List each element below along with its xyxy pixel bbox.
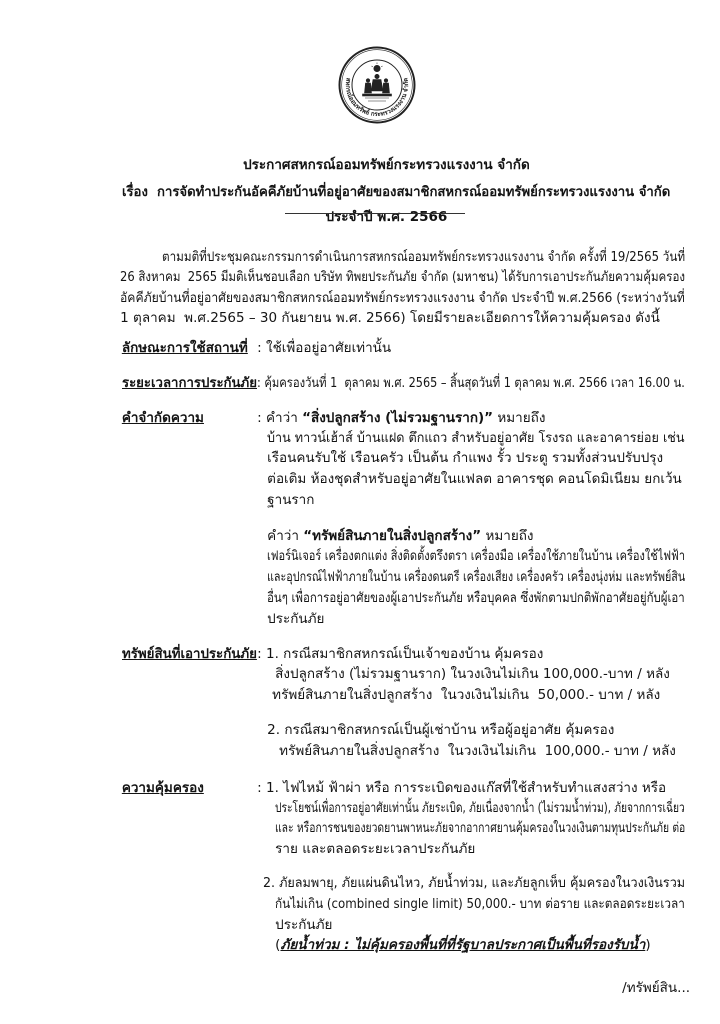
insured-item-line-text: ทรัพย์สินภายในสิ่งปลูกสร้าง ในวงเงินไม่เกิน 100,000.- บาท / หลัง <box>279 743 676 759</box>
announcement-year-text: ประจำปี พ.ศ. 2566 <box>325 209 448 225</box>
field-label-definitions-text: คำจำกัดความ <box>121 410 204 426</box>
definition-prefix: คำว่า <box>267 528 304 544</box>
definition-line <box>250 408 685 446</box>
definition-heading <box>240 388 668 426</box>
coverage-item-line-text: ราย และตลอดระยะเวลาประกันภัย <box>275 841 476 857</box>
insured-item-heading <box>250 700 668 738</box>
insured-item-heading-text: : 1. กรณีสมาชิกสหกรณ์เป็นเจ้าของบ้าน คุ้มครอง <box>257 646 544 662</box>
intro-line <box>145 227 686 265</box>
field-value-usage <box>240 318 668 356</box>
flood-exclusion-note <box>258 915 668 953</box>
definition-line-text: และอุปกรณ์ไฟฟ้าภายในบ้าน เครื่องดนตรี เครื่องเสียง เครื่องครัว เครื่องนุ่งห่ม และทรัพย์สิน <box>267 569 686 585</box>
field-label-insured-property <box>103 624 257 662</box>
note-close-paren: ) <box>645 937 651 953</box>
coverage-item-line-text: กันไม่เกิน (combined single limit) 50,000.- บาท ต่อราย และตลอดระยะเวลา <box>275 896 686 912</box>
coverage-item-line-text: ประโยชน์เพื่อการอยู่อาศัยเท่านั้น ภัยระเบิด, ภัยเนื่องจากน้ำ (ไม่รวมน้ำท่วม), ภัยจากการเฉี่ยว <box>275 800 685 816</box>
field-label-period <box>103 353 257 391</box>
continued-marker <box>605 958 695 996</box>
coverage-item-line <box>258 798 686 836</box>
definition-line <box>250 428 668 466</box>
field-label-usage <box>103 318 248 356</box>
coverage-item-line <box>258 895 668 933</box>
announcement-subject <box>103 162 671 200</box>
coverage-item-line-text: และ หรือการชนของยวดยานพาหนะภัยจากอากาศยานคุ้มครองในวงเงินตามทุนประกันภัย ต่อ <box>275 820 686 836</box>
definition-line <box>250 589 668 627</box>
intro-line-text: อัคคีภัยบ้านที่อยู่อาศัยของสมาชิกสหกรณ์ออมทรัพย์กระทรวงแรงงาน จำกัด ประจำปี พ.ศ.2566 (ระหว่างวันที่ <box>120 290 685 306</box>
definition-line-text: เฟอร์นิเจอร์ เครื่องตกแต่ง สิ่งติดตั้งตรึงตรา เครื่องมือ เครื่องใช้ภายในบ้าน เครื่องใช้ไฟฟ้า <box>267 548 686 564</box>
coverage-item-heading-text: 2. ภัยลมพายุ, ภัยแผ่นดินไหว, ภัยน้ำท่วม, และภัยลูกเห็บ คุ้มครองในวงเงินรวม <box>263 875 686 891</box>
insured-item-line <box>262 721 676 759</box>
insured-item-heading-text: 2. กรณีสมาชิกสหกรณ์เป็นผู้เช่าบ้าน หรือผู้อยู่อาศัย คุ้มครอง <box>267 722 615 738</box>
insured-item-line <box>258 644 670 682</box>
definition-line-text: อื่นๆ เพื่อการอยู่อาศัยของผู้เอาประกันภัย หรือบุคคล ซึ่งพักตามปกติพักอาศัยอยู่กับผู้เอา <box>267 590 685 606</box>
field-value-usage-text: : ใช้เพื่ออยู่อาศัยเท่านั้น <box>257 340 392 356</box>
intro-line-text: ตามมติที่ประชุมคณะกรรมการดำเนินการสหกรณ์ออมทรัพย์กระทรวงแรงงาน จำกัด ครั้งที่ 19/2565 วันที่ <box>162 249 686 265</box>
insured-item-heading <box>240 624 668 662</box>
seal-emblem-icon <box>363 63 392 102</box>
field-label-usage-text: ลักษณะการใช้สถานที่ <box>121 340 248 356</box>
coverage-item-heading <box>246 853 686 891</box>
coverage-item-line <box>258 819 668 857</box>
definition-term: “ทรัพย์สินภายในสิ่งปลูกสร้าง” <box>303 528 482 544</box>
definition-line <box>250 449 682 487</box>
announcement-subject-text: เรื่อง การจัดทำประกันอัคคีภัยบ้านที่อยู่อาศัยของสมาชิกสหกรณ์ออมทรัพย์กระทรวงแรงงาน จำกัด <box>121 184 671 200</box>
cooperative-seal <box>337 45 417 125</box>
field-value-period-text: : คุ้มครองวันที่ 1 ตุลาคม พ.ศ. 2565 – สิ้นสุดวันที่ 1 ตุลาคม พ.ศ. 2566 เวลา 16.00 น. <box>257 375 685 391</box>
coverage-item-heading-text: : 1. ไฟไหม้ ฟ้าผ่า หรือ การระเบิดของแก๊สที่ใช้สำหรับทำแสงสว่าง หรือ <box>257 780 667 796</box>
field-label-insured-property-text: ทรัพย์สินที่เอาประกันภัย <box>121 646 257 662</box>
definition-term: “สิ่งปลูกสร้าง (ไม่รวมฐานราก)” <box>302 410 494 426</box>
announcement-year <box>103 187 651 225</box>
definition-line-text: ต่อเติม ห้องชุดสำหรับอยู่อาศัยในแฟลต อาคารชุด คอนโดมิเนียม ยกเว้น <box>267 471 682 487</box>
coverage-item-heading <box>240 758 668 796</box>
field-label-definitions <box>103 388 238 426</box>
coverage-item-line-text: ประกันภัย <box>275 917 333 933</box>
continued-marker-text: /ทรัพย์สิน... <box>622 980 691 996</box>
definition-suffix: หมายถึง <box>493 410 546 426</box>
note-open-paren: ( <box>275 937 281 953</box>
definition-line-text: บ้าน ทาวน์เฮ้าส์ บ้านแฝด ตึกแถว สำหรับอยู่อาศัย โรงรถ และอาคารย่อย เช่น <box>267 430 685 446</box>
intro-line-text: 1 ตุลาคม พ.ศ.2565 – 30 กันยายน พ.ศ. 2566) โดยมีรายละเอียดการให้ความคุ้มครอง ดังนี้ <box>120 310 660 326</box>
announcement-title-text: ประกาศสหกรณ์ออมทรัพย์กระทรวงแรงงาน จำกัด <box>243 157 530 173</box>
definition-line <box>250 470 668 508</box>
flood-exclusion-note-text <box>275 935 650 955</box>
field-label-coverage-text: ความคุ้มครอง <box>121 780 204 796</box>
seal-lettering: สหกรณ์ออมทรัพย์ กระทรวงแรงงาน จำกัด <box>343 77 411 119</box>
intro-line-text: 26 สิงหาคม 2565 มีมติเห็นชอบเลือก บริษัท ทิพยประกันภัย จำกัด (มหาชน) ได้รับการเอาประกันภัยความคุ้มครอง <box>120 269 686 285</box>
insured-item-line-text: สิ่งปลูกสร้าง (ไม่รวมฐานราก) ในวงเงินไม่เกิน 100,000.-บาท / หลัง <box>275 666 670 682</box>
title-divider <box>285 213 465 214</box>
insured-item-line <box>255 665 668 703</box>
definition-suffix: หมายถึง <box>481 528 534 544</box>
announcement-title <box>103 135 651 173</box>
definition-line <box>250 526 686 564</box>
intro-line <box>103 288 668 326</box>
definition-line-text: ฐานราก <box>267 492 315 508</box>
field-label-period-text: ระยะเวลาการประกันภัย <box>121 375 257 391</box>
coverage-item-line <box>258 874 686 912</box>
note-emphasis: ภัยน้ำท่วม : ไม่คุ้มครองพื้นที่ที่รัฐบาลประกาศเป็นพื้นที่รองรับน้ำ <box>280 937 646 953</box>
definition-line-text: ประกันภัย <box>267 611 325 627</box>
intro-line <box>103 247 686 285</box>
definition-line <box>250 547 686 585</box>
definition-prefix: : คำว่า <box>257 410 303 426</box>
coverage-item-line <box>258 778 685 816</box>
definition-line-text: เรือนคนรับใช้ เรือนครัว เป็นต้น กำแพง รั้ว ประตู รวมทั้งส่วนปรับปรุง <box>267 450 664 466</box>
insured-item-line-text: ทรัพย์สินภายในสิ่งปลูกสร้าง ในวงเงินไม่เกิน 50,000.- บาท / หลัง <box>272 687 661 703</box>
intro-line <box>103 268 685 306</box>
field-label-coverage <box>103 758 238 796</box>
field-value-period <box>240 353 685 391</box>
definition-heading <box>250 506 668 544</box>
definition-line <box>250 568 685 606</box>
